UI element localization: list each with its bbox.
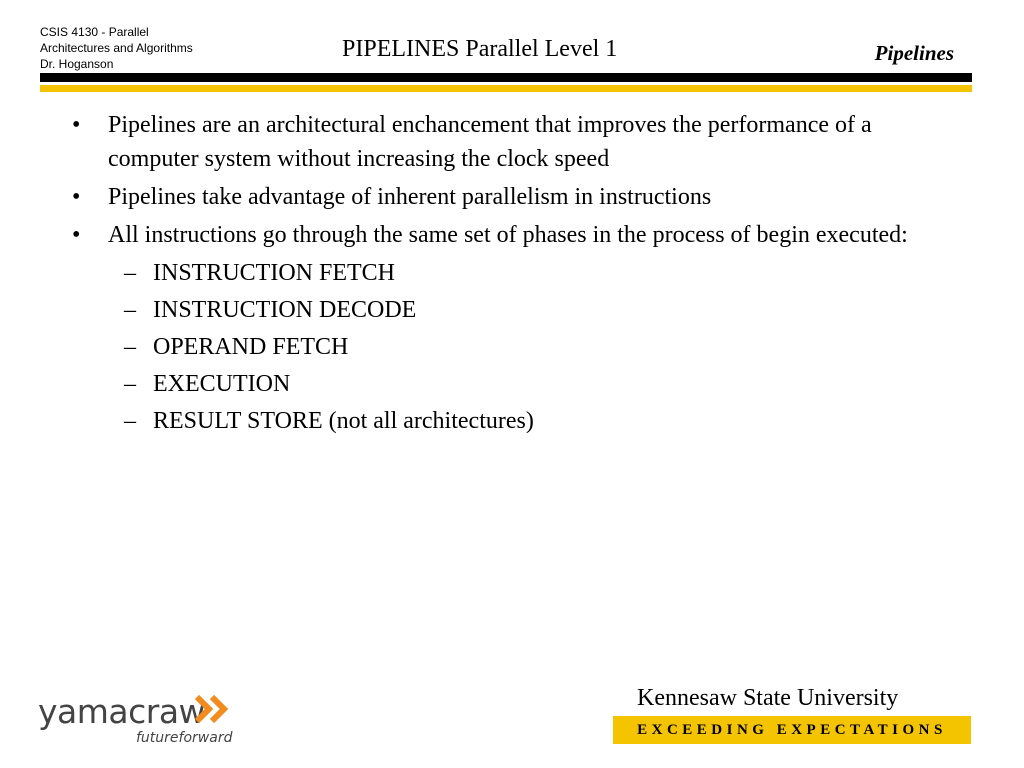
- bullet-text: All instructions go through the same set of phases in the process of begin executed:: [108, 222, 908, 248]
- bullet-mark: •: [72, 112, 81, 138]
- phase-item: [72, 256, 932, 290]
- slide-content: [72, 108, 932, 441]
- course-line: Architectures and Algorithms: [40, 41, 193, 55]
- phase-text: OPERAND FETCH: [153, 334, 349, 360]
- bullet-item: [72, 218, 932, 252]
- yamacraw-logo: [38, 690, 258, 750]
- sub-bullet-mark: –: [124, 371, 136, 397]
- motto-bar: [613, 716, 971, 744]
- course-line: Dr. Hoganson: [40, 57, 114, 71]
- header-rule-gold: [40, 85, 972, 92]
- logo-name: yamacraw: [38, 692, 206, 731]
- bullet-item: [72, 180, 932, 214]
- phase-text: INSTRUCTION FETCH: [153, 260, 396, 286]
- bullet-text: Pipelines are an architectural enchancement that improves the performance of a computer system without increasing the clock speed: [108, 112, 872, 172]
- course-info: [40, 24, 240, 72]
- university-name: Kennesaw State University: [637, 685, 899, 711]
- sub-bullet-mark: –: [124, 297, 136, 323]
- sub-bullet-mark: –: [124, 260, 136, 286]
- phase-item: [72, 404, 932, 438]
- slide-title: PIPELINES Parallel Level 1: [342, 36, 618, 62]
- phase-item: [72, 367, 932, 401]
- header-rule-black: [40, 73, 972, 82]
- phase-item: [72, 330, 932, 364]
- phase-text: EXECUTION: [153, 371, 291, 397]
- double-chevron-right-icon: [195, 694, 235, 724]
- bullet-mark: •: [72, 222, 81, 248]
- bullet-mark: •: [72, 184, 81, 210]
- course-line: CSIS 4130 - Parallel: [40, 25, 149, 39]
- sub-bullet-mark: –: [124, 408, 136, 434]
- bullet-item: [72, 108, 932, 176]
- phase-text: RESULT STORE (not all architectures): [153, 408, 534, 434]
- phase-item: [72, 293, 932, 327]
- phase-text: INSTRUCTION DECODE: [153, 297, 417, 323]
- logo-tagline: futureforward: [136, 730, 233, 746]
- topic-label: Pipelines: [874, 41, 954, 65]
- motto-text: EXCEEDING EXPECTATIONS: [637, 721, 947, 738]
- sub-bullet-mark: –: [124, 334, 136, 360]
- bullet-text: Pipelines take advantage of inherent parallelism in instructions: [108, 184, 712, 210]
